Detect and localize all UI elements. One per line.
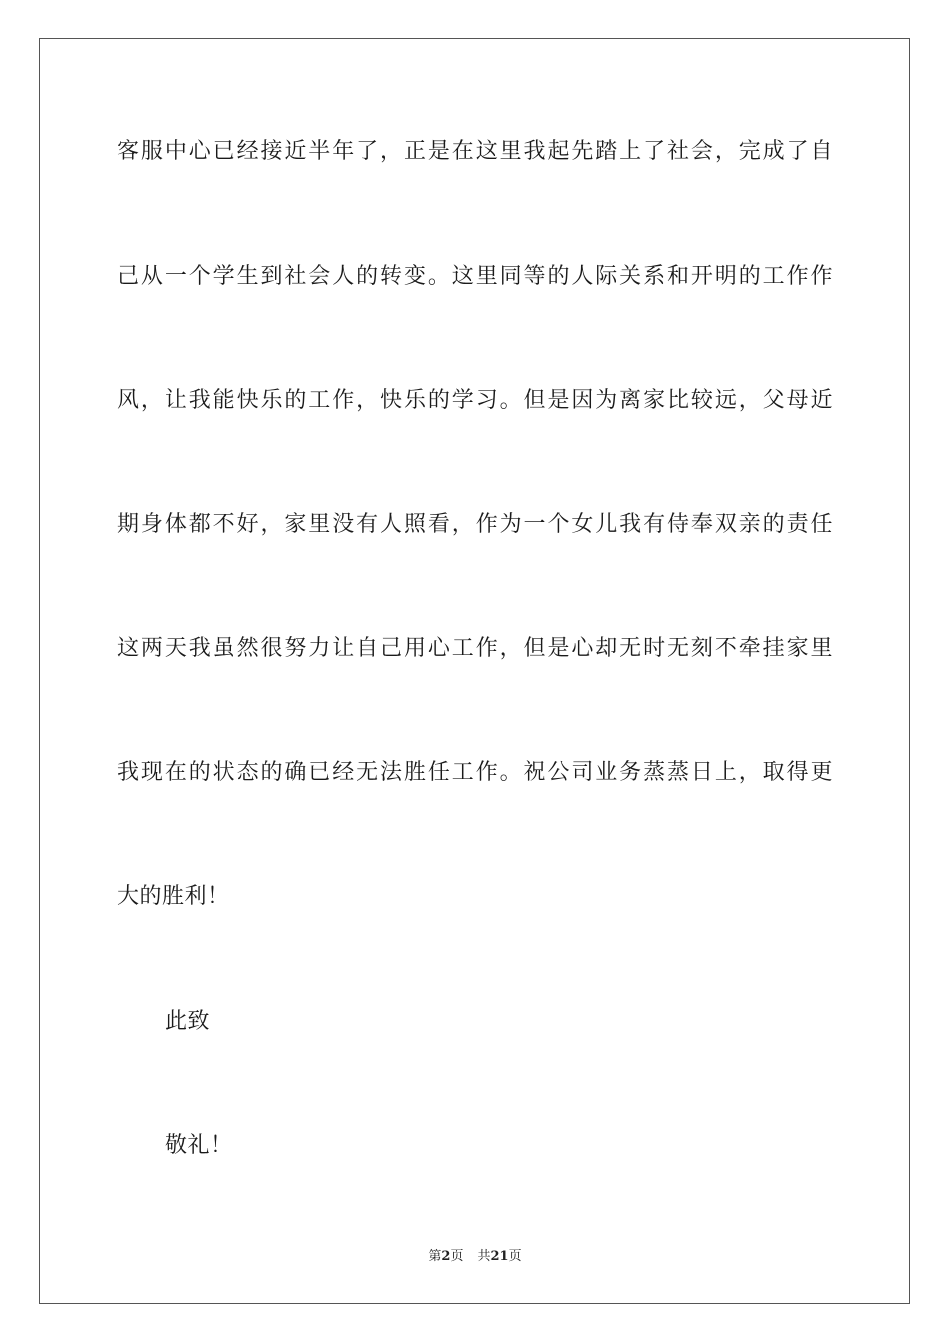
body-line-6: 我现在的状态的确已经无法胜任工作。祝公司业务蒸蒸日上，取得更 <box>117 760 833 785</box>
footer-page-prefix: 第 <box>428 1249 442 1264</box>
page-frame <box>39 38 910 1304</box>
body-line-3: 风，让我能快乐的工作，快乐的学习。但是因为离家比较远，父母近 <box>117 388 833 413</box>
footer-page-suffix: 页 <box>450 1249 464 1264</box>
footer-total-prefix: 共 <box>477 1249 491 1264</box>
footer-page-number: 2 <box>441 1249 451 1264</box>
footer-total-pages: 21 <box>490 1249 509 1264</box>
body-line-1: 客服中心已经接近半年了，正是在这里我起先踏上了社会，完成了自 <box>117 139 833 164</box>
closing-regards: 敬礼！ <box>165 1133 233 1158</box>
body-line-2: 己从一个学生到社会人的转变。这里同等的人际关系和开明的工作作 <box>117 264 833 289</box>
footer-total-suffix: 页 <box>508 1249 522 1264</box>
closing-salutation: 此致 <box>165 1009 211 1034</box>
body-line-7: 大的胜利！ <box>117 884 230 909</box>
page-footer <box>0 1248 950 1266</box>
body-line-5: 这两天我虽然很努力让自己用心工作，但是心却无时无刻不牵挂家里 <box>117 636 833 661</box>
body-line-4: 期身体都不好，家里没有人照看，作为一个女儿我有侍奉双亲的责任 <box>117 512 833 537</box>
